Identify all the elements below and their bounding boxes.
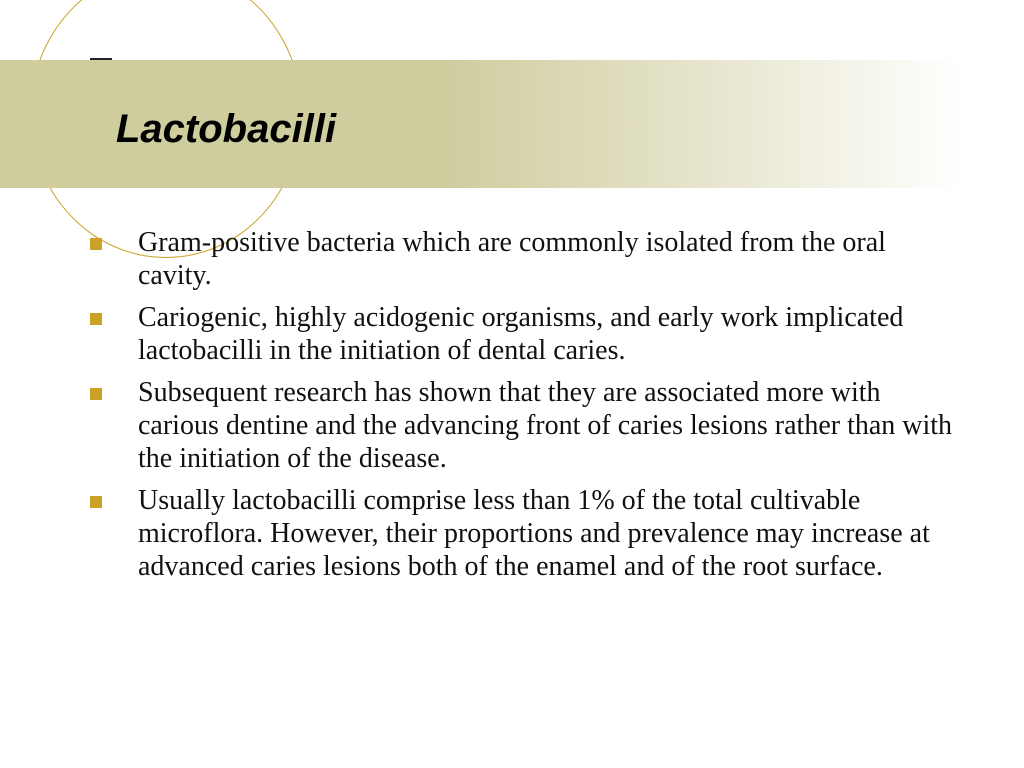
bullet-text: Gram-positive bacteria which are commonly isolated from the oral cavity.	[138, 227, 886, 291]
bullet-item	[86, 376, 966, 475]
bullet-item	[86, 484, 966, 583]
bullet-item	[86, 301, 966, 367]
square-bullet-icon	[90, 388, 102, 400]
bullet-text: Cariogenic, highly acidogenic organisms, and early work implicated lactobacilli in the initiation of dental caries.	[138, 302, 904, 366]
bullet-item	[86, 226, 966, 292]
bullet-text: Usually lactobacilli comprise less than 1% of the total cultivable microflora. However, their proportions and prevalence may increase at advanced caries lesions both of the enamel and of the root surface.	[138, 485, 930, 582]
square-bullet-icon	[90, 313, 102, 325]
bullet-text: Subsequent research has shown that they are associated more with carious dentine and the advancing front of caries lesions rather than with the initiation of the disease.	[138, 377, 953, 474]
slide-title: Lactobacilli	[116, 107, 337, 151]
square-bullet-icon	[90, 496, 102, 508]
square-bullet-icon	[90, 238, 102, 250]
bullet-list	[86, 226, 966, 592]
decorative-tick	[90, 58, 112, 60]
